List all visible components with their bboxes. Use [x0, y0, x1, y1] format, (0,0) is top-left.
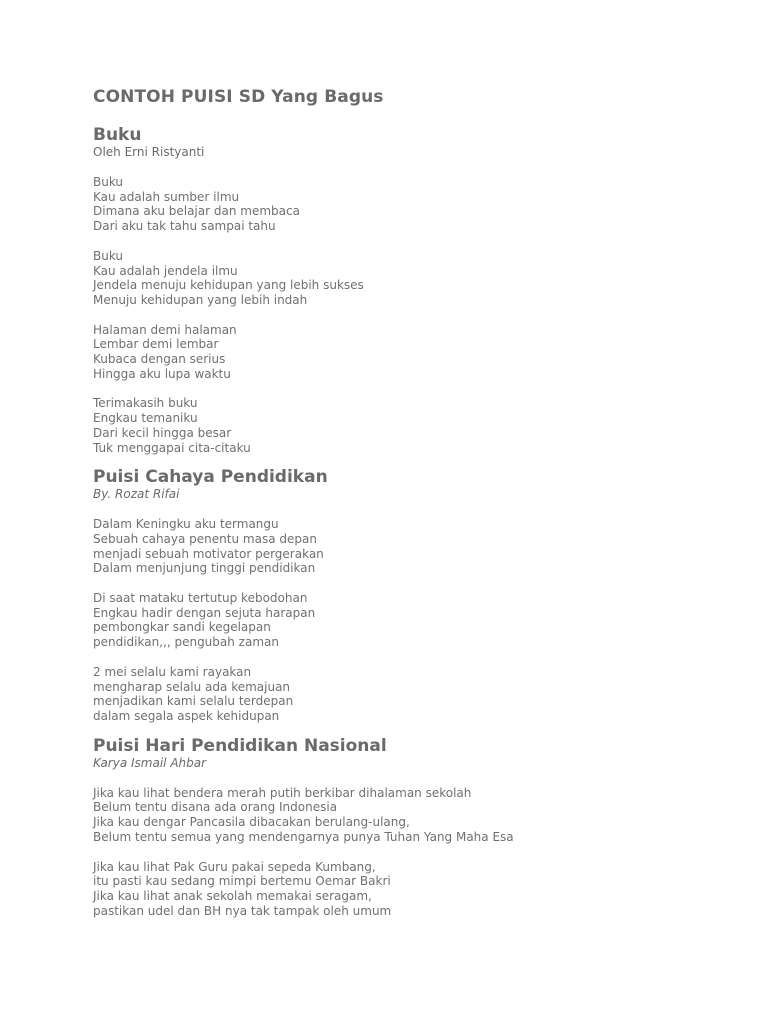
poem-title: Puisi Hari Pendidikan Nasional	[93, 735, 387, 756]
poem-line: Dimana aku belajar dan membaca	[93, 204, 300, 219]
poem-line: Dari kecil hingga besar	[93, 425, 232, 440]
poem-line: Belum tentu semua yang mendengarnya punya Tuhan Yang Maha Esa	[93, 829, 514, 844]
poem-author: Oleh Erni Ristyanti	[93, 145, 205, 159]
poem-buku	[93, 125, 693, 455]
poem-line: Hingga aku lupa waktu	[93, 366, 231, 381]
poem-line: Dari aku tak tahu sampai tahu	[93, 219, 276, 234]
poem-line: Jika kau lihat Pak Guru pakai sepeda Kumbang,	[93, 859, 376, 874]
stanza	[93, 860, 693, 919]
poem-line: Kubaca dengan serius	[93, 352, 226, 367]
poem-hari-pendidikan-nasional	[93, 736, 693, 919]
poem-line: Engkau temaniku	[93, 411, 198, 426]
stanza	[93, 591, 693, 650]
poem-line: pastikan udel dan BH nya tak tampak oleh umum	[93, 903, 392, 918]
poem-line: pembongkar sandi kegelapan	[93, 620, 271, 635]
poem-line: Dalam menjunjung tinggi pendidikan	[93, 561, 316, 576]
poem-line: Halaman demi halaman	[93, 322, 237, 337]
poem-cahaya-pendidikan	[93, 467, 693, 723]
poem-line: Jika kau lihat anak sekolah memakai seragam,	[93, 888, 372, 903]
poem-title: Buku	[93, 125, 142, 145]
poem-line: menjadi sebuah motivator pergerakan	[93, 546, 324, 561]
poem-line: Belum tentu disana ada orang Indonesia	[93, 800, 338, 815]
stanza	[93, 396, 693, 455]
poem-line: menjadikan kami selalu terdepan	[93, 694, 294, 709]
poem-line: Buku	[93, 175, 124, 189]
document-title: CONTOH PUISI SD Yang Bagus	[93, 87, 384, 107]
poem-line: Menuju kehidupan yang lebih indah	[93, 292, 308, 307]
poem-title: Puisi Cahaya Pendidikan	[93, 467, 328, 488]
poem-line: Jika kau dengar Pancasila dibacakan berulang-ulang,	[93, 815, 410, 830]
poem-author: By. Rozat Rifai	[93, 487, 180, 502]
stanza	[93, 323, 693, 382]
stanza	[93, 665, 693, 724]
stanza	[93, 517, 693, 576]
document-page	[93, 86, 693, 933]
poem-line: Sebuah cahaya penentu masa depan	[93, 531, 317, 546]
poem-line: pendidikan,,, pengubah zaman	[93, 635, 279, 650]
poem-line: Di saat mataku tertutup kebodohan	[93, 591, 308, 606]
poem-line: Buku	[93, 248, 124, 263]
poem-line: itu pasti kau sedang mimpi bertemu Oemar Bakri	[93, 874, 391, 889]
poem-line: Dalam Keningku aku termangu	[93, 517, 279, 532]
poem-line: Jendela menuju kehidupan yang lebih sukses	[93, 278, 364, 293]
poem-line: Tuk menggapai cita-citaku	[93, 440, 251, 455]
poem-line: Kau adalah jendela ilmu	[93, 263, 238, 278]
stanza	[93, 175, 693, 234]
poem-line: Jika kau lihat bendera merah putih berkibar dihalaman sekolah	[93, 785, 472, 800]
poem-line: dalam segala aspek kehidupan	[93, 708, 280, 723]
poem-author: Karya Ismail Ahbar	[93, 755, 207, 770]
poem-line: Kau adalah sumber ilmu	[93, 189, 240, 204]
stanza	[93, 786, 693, 845]
poem-line: Lembar demi lembar	[93, 337, 219, 352]
poem-line: 2 mei selalu kami rayakan	[93, 664, 252, 679]
poem-line: mengharap selalu ada kemajuan	[93, 679, 291, 694]
poem-line: Terimakasih buku	[93, 396, 198, 411]
poem-line: Engkau hadir dengan sejuta harapan	[93, 605, 316, 620]
stanza	[93, 249, 693, 308]
